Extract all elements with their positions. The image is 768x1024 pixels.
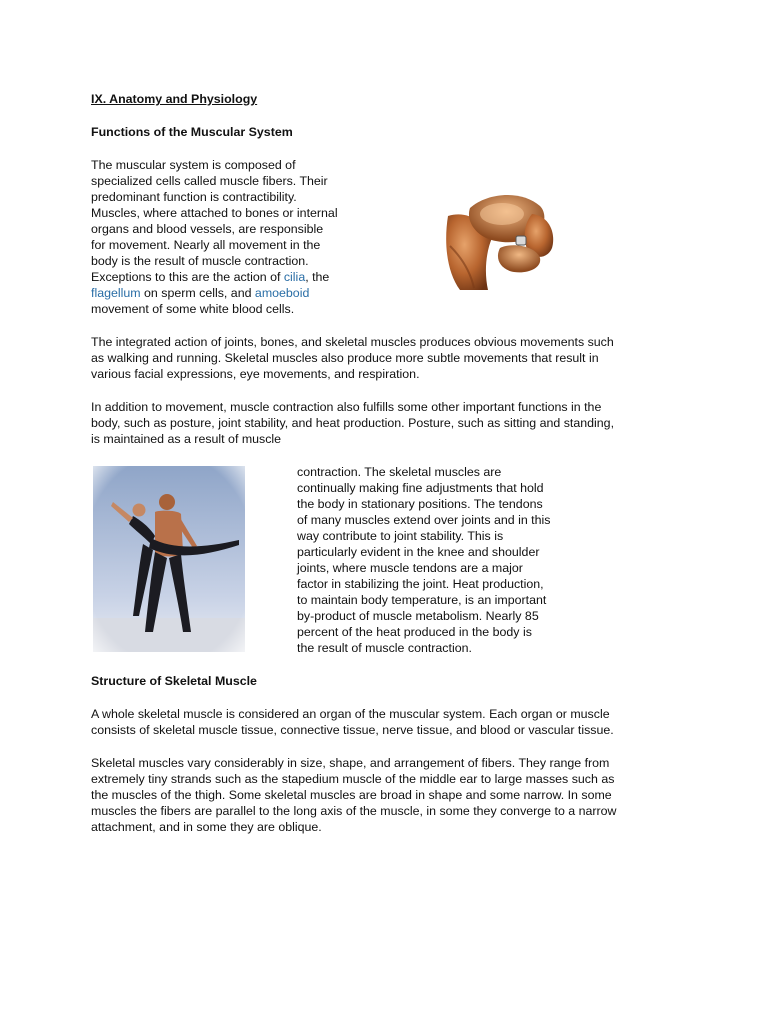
para1-text: on sperm cells, and xyxy=(140,286,255,300)
amoeboid-link[interactable]: amoeboid xyxy=(254,286,310,300)
para1-text: Exceptions to this are the action of xyxy=(91,270,284,284)
para3-line: body, such as posture, joint stability, and heat production. Posture, such as sitting and standing, xyxy=(91,416,615,430)
section-heading: IX. Anatomy and Physiology xyxy=(91,92,258,106)
heading-structure: Structure of Skeletal Muscle xyxy=(91,674,257,688)
para4-line: contraction. The skeletal muscles are xyxy=(297,465,502,479)
para2-line: as walking and running. Skeletal muscles also produce more subtle movements that result in xyxy=(91,351,599,365)
para6-line: extremely tiny strands such as the stapedium muscle of the middle ear to large masses such as xyxy=(91,772,615,786)
para4-line: particularly evident in the knee and shoulder xyxy=(297,545,540,559)
para6-line: Skeletal muscles vary considerably in size, shape, and arrangement of fibers. They range from xyxy=(91,756,610,770)
flexed-arm-photo xyxy=(440,186,560,294)
para5-line: consists of skeletal muscle tissue, connective tissue, nerve tissue, and blood or vascular tissue. xyxy=(91,723,614,737)
para4-line: continually making fine adjustments that hold xyxy=(297,481,544,495)
flagellum-link[interactable]: flagellum xyxy=(91,286,141,300)
para1-line: The muscular system is composed of xyxy=(91,158,296,172)
para4-line: to maintain body temperature, is an important xyxy=(297,593,547,607)
para4-line: the body in stationary positions. The tendons xyxy=(297,497,543,511)
heading-functions: Functions of the Muscular System xyxy=(91,125,293,139)
para1-line xyxy=(91,285,309,301)
para1-text: , the xyxy=(305,270,330,284)
cilia-link[interactable]: cilia xyxy=(283,270,306,284)
para3-line: In addition to movement, muscle contraction also fulfills some other important functions in the xyxy=(91,400,602,414)
para5-line: A whole skeletal muscle is considered an organ of the muscular system. Each organ or muscle xyxy=(91,707,610,721)
para1-line: Muscles, where attached to bones or internal xyxy=(91,206,338,220)
para4-line: percent of the heat produced in the body is xyxy=(297,625,532,639)
para1-line: predominant function is contractibility. xyxy=(91,190,297,204)
dancers-image xyxy=(93,466,245,652)
para4-line: the result of muscle contraction. xyxy=(297,641,472,655)
dancers-photo xyxy=(93,466,245,652)
para4-line: way contribute to joint stability. This is xyxy=(297,529,504,543)
para4-line: joints, where muscle tendons are a major xyxy=(297,561,523,575)
para2-line: various facial expressions, eye movements, and respiration. xyxy=(91,367,420,381)
para6-line: attachment, and in some they are oblique. xyxy=(91,820,322,834)
para2-line: The integrated action of joints, bones, and skeletal muscles produces obvious movements such xyxy=(91,335,614,349)
para1-line: specialized cells called muscle fibers. Their xyxy=(91,174,328,188)
para1-line: body is the result of muscle contraction. xyxy=(91,254,309,268)
para1-line: organs and blood vessels, are responsible xyxy=(91,222,324,236)
para1-line xyxy=(91,269,329,285)
para3-line: is maintained as a result of muscle xyxy=(91,432,282,446)
para1-line: for movement. Nearly all movement in the xyxy=(91,238,321,252)
para6-line: the muscles of the thigh. Some skeletal muscles are broad in shape and some narrow. In some xyxy=(91,788,612,802)
para6-line: muscles the fibers are parallel to the long axis of the muscle, in some they converge to a narrow xyxy=(91,804,617,818)
flexed-arm-image xyxy=(440,186,560,294)
para1-line: movement of some white blood cells. xyxy=(91,302,295,316)
para4-line: factor in stabilizing the joint. Heat production, xyxy=(297,577,544,591)
para4-line: by-product of muscle metabolism. Nearly 85 xyxy=(297,609,539,623)
para4-line: of many muscles extend over joints and in this xyxy=(297,513,551,527)
